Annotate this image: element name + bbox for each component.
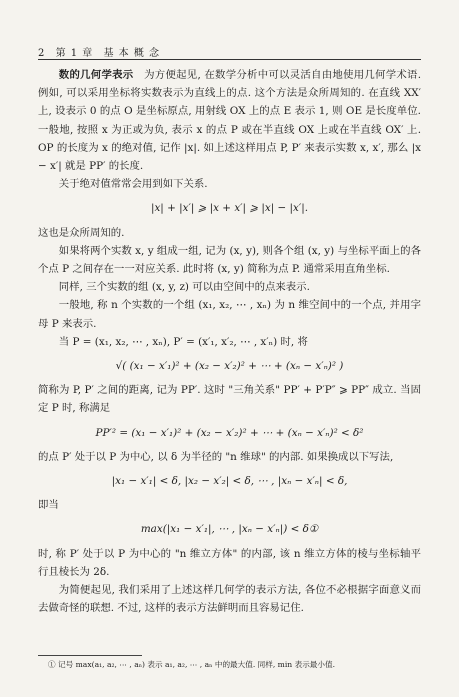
paragraph-9: 的点 P′ 处于以 P 为中心, 以 δ 为半径的 "n 维球" 的内部. 如果换成以下写法, xyxy=(38,450,394,463)
paragraph-12: 为简便起见, 我们采用了上述这样几何学的表示方法, 各位不必根据字面意义而去做奇怪的联想. 不过, 这样的表示方法鲜明而且容易记住. xyxy=(38,584,421,615)
equation-max: max(|x₁ − x′₁|, ⋯ , |xₙ − x′ₙ|) < δ① xyxy=(140,523,319,536)
equation-cube-conditions: |x₁ − x′₁| < δ, |x₂ − x′₂| < δ, ⋯ , |xₙ − x′ₙ| < δ, xyxy=(111,475,348,488)
footnote-rule xyxy=(38,655,142,656)
chapter-title: 基 本 概 念 xyxy=(103,48,161,59)
equation-abs: |x| + |x′| ⩾ |x + x′| ⩾ |x| − |x′|. xyxy=(150,202,309,215)
footnote: ① 记号 max(a₁, a₂, ⋯ , aₙ) 表示 a₁, a₂, ⋯ , aₙ 中的最大值. 同样, min 表示最小值. xyxy=(48,660,335,669)
paragraph-10: 即当 xyxy=(38,499,59,512)
paragraph-6: 一般地, 称 n 个实数的一个组 (x₁, x₂, ⋯ , xₙ) 为 n 维空间中的一个点, 并用字母 P 来表示. xyxy=(38,299,421,330)
equation-distance: √( (x₁ − x′₁)² + (x₂ − x′₂)² + ⋯ + (xₙ − x′ₙ)² ) xyxy=(115,360,344,373)
chapter-label: 第 1 章 xyxy=(55,48,94,59)
header-rule xyxy=(38,59,421,60)
paragraph-5: 同样, 三个实数的组 (x, y, z) 可以由空间中的点来表示. xyxy=(58,281,310,294)
page-number: 2 xyxy=(38,48,46,59)
body-text xyxy=(38,66,421,617)
paragraph-1-text: 为方便起见, 在数学分析中可以灵活自由地使用几何学术语. 例如, 可以采用坐标将实数表示为直线上的点. 这个方法是众所周知的. 在直线 XX′ 上, 设表示 0 的点 O 是坐标原点, 用射线 OX 上的点 E 表示 1, 则 OE 是长度单位. 一般地, 按照 x 为正或为负, 表示 x 的点 P 或在半直线 OX 上或在半直线 OX′ 上. OP 的长度为 x 的绝对值, 记作 |x|. 如上述这样用点 P, P′ 来表示实数 x, x′, 那么 |x − x′| 就是 PP′ 的长度. xyxy=(38,69,422,173)
equation-ball: PP′² = (x₁ − x′₁)² + (x₂ − x′₂)² + ⋯ + (xₙ − x′ₙ)² < δ² xyxy=(95,426,364,439)
paragraph-2: 关于绝对值常常会用到如下关系. xyxy=(58,178,208,191)
paragraph-7: 当 P = (x₁, x₂, ⋯ , xₙ), P′ = (x′₁, x′₂, ⋯ , x′ₙ) 时, 将 xyxy=(58,335,308,348)
paragraph-3: 这也是众所周知的. xyxy=(38,226,125,239)
paragraph-8: 简称为 P, P′ 之间的距离, 记为 PP′. 这时 "三角关系" PP′ + P′P″ ⩾ PP″ 成立. 当固定 P 时, 称满足 xyxy=(38,384,421,415)
paragraph-11: 时, 称 P′ 处于以 P 为中心的 "n 维立方体" 的内部, 该 n 维立方体的棱与坐标轴平行且棱长为 2δ. xyxy=(38,547,421,578)
running-header xyxy=(38,44,166,59)
paragraph-1 xyxy=(38,66,421,175)
section-heading: 数的几何学表示 xyxy=(58,69,134,81)
paragraph-4: 如果将两个实数 x, y 组成一组, 记为 (x, y), 则各个组 (x, y) 与坐标平面上的各个点 P 之间存在一一对应关系. 此时将 (x, y) 简称为点 P. 通常采用直角坐标. xyxy=(38,244,421,276)
